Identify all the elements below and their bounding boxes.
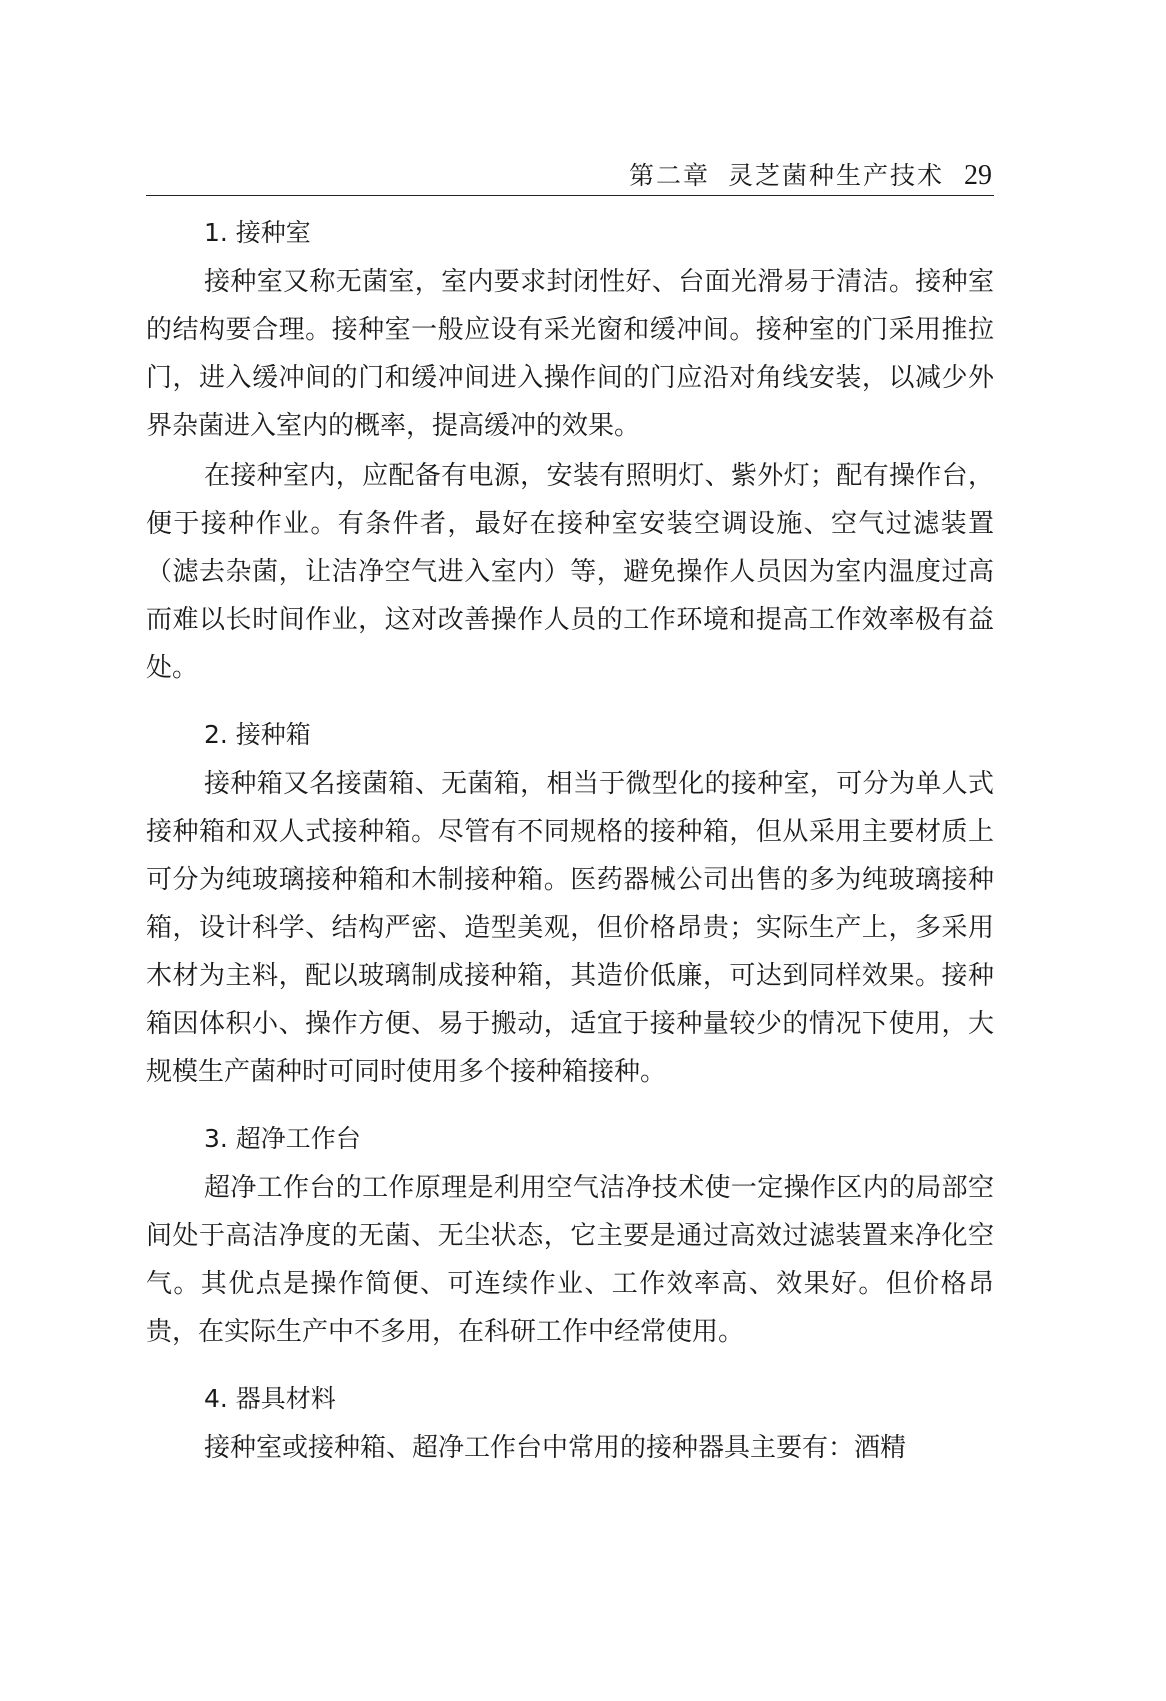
section-clean-bench (146, 1120, 994, 1356)
paragraph: 在接种室内，应配备有电源，安装有照明灯、紫外灯；配有操作台，便于接种作业。有条件者，最好在接种室安装空调设施、空气过滤装置（滤去杂菌，让洁净空气进入室内）等，避免操作人员因为室内温度过高而难以长时间作业，这对改善操作人员的工作环境和提高工作效率极有益处。 (146, 461, 994, 683)
section-title: 1. 接种室 (204, 218, 311, 247)
page-number: 29 (964, 160, 992, 191)
paragraph: 超净工作台的工作原理是利用空气洁净技术使一定操作区内的局部空间处于高洁净度的无菌、无尘状态，它主要是通过高效过滤装置来净化空气。其优点是操作简便、可连续作业、工作效率高、效果好。但价格昂贵，在实际生产中不多用，在科研工作中经常使用。 (146, 1173, 994, 1347)
section-title: 3. 超净工作台 (204, 1124, 361, 1153)
paragraph: 接种室或接种箱、超净工作台中常用的接种器具主要有：酒精 (204, 1433, 907, 1463)
header-chapter: 第二章 (628, 161, 710, 190)
section-title: 2. 接种箱 (204, 720, 311, 749)
header-title: 灵芝菌种生产技术 (727, 161, 944, 190)
section-inoculation-room (146, 214, 994, 692)
page-body (146, 214, 994, 1496)
section-tools-materials (146, 1380, 994, 1472)
running-header (146, 152, 994, 196)
section-title: 4. 器具材料 (204, 1384, 336, 1413)
header-text (629, 156, 992, 192)
paragraph: 接种室又称无菌室，室内要求封闭性好、台面光滑易于清洁。接种室的结构要合理。接种室一般应设有采光窗和缓冲间。接种室的门采用推拉门，进入缓冲间的门和缓冲间进入操作间的门应沿对角线安装，以减少外界杂菌进入室内的概率，提高缓冲的效果。 (146, 267, 994, 441)
section-inoculation-box (146, 716, 994, 1096)
paragraph: 接种箱又名接菌箱、无菌箱，相当于微型化的接种室，可分为单人式接种箱和双人式接种箱。尽管有不同规格的接种箱，但从采用主要材质上可分为纯玻璃接种箱和木制接种箱。医药器械公司出售的多为纯玻璃接种箱，设计科学、结构严密、造型美观，但价格昂贵；实际生产上，多采用木材为主料，配以玻璃制成接种箱，其造价低廉，可达到同样效果。接种箱因体积小、操作方便、易于搬动，适宜于接种量较少的情况下使用，大规模生产菌种时可同时使用多个接种箱接种。 (146, 769, 994, 1087)
